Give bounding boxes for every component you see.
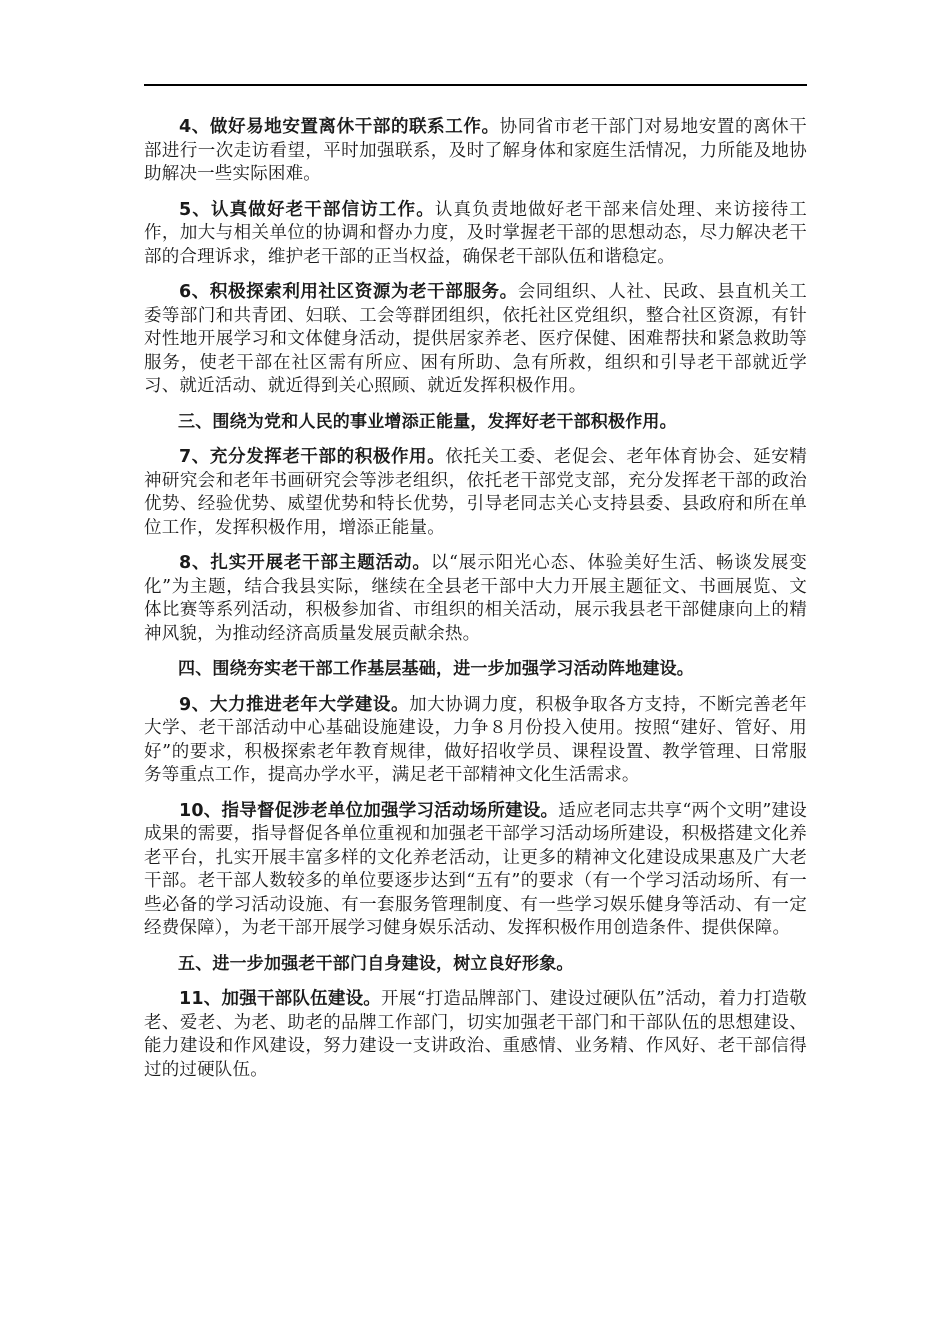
document-body <box>144 116 807 1094</box>
paragraph-lead: 4、做好易地安置离休干部的联系工作。 <box>179 117 500 137</box>
paragraph-text: 适应老同志共享“两个文明”建设成果的需要，指导督促各单位重视和加强老干部学习活动场所建设，积极搭建文化养老平台，扎实开展丰富多样的文化养老活动，让更多的精神文化建设成果惠及广大老干部。老干部人数较多的单位要逐步达到“五有”的要求（有一个学习活动场所、有一些必备的学习活动设施、有一套服务管理制度、有一些学习娱乐健身等活动、有一定经费保障），为老干部开展学习健身娱乐活动、发挥积极作用创造条件、提供保障。 <box>144 800 807 938</box>
paragraph-lead: 5、认真做好老干部信访工作。 <box>179 199 435 220</box>
paragraph-text: 加大协调力度，积极争取各方支持，不断完善老年大学、老干部活动中心基础设施建设，力争８月份投入使用。按照“建好、管好、用好”的要求，积极探索老年教育规律，做好招收学员、课程设置、教学管理、日常服务等重点工作，提高办学水平，满足老干部精神文化生活需求。 <box>144 694 807 785</box>
section-heading-3: 三、围绕为党和人民的事业增添正能量，发挥好老干部积极作用。 <box>178 411 677 432</box>
paragraph-lead: 10、指导督促涉老单位加强学习活动场所建设。 <box>179 800 559 821</box>
paragraph-text: 会同组织、人社、民政、县直机关工委等部门和共青团、妇联、工会等群团组织，依托社区党组织，整合社区资源，有针对性地开展学习和文体健身活动，提供居家养老、医疗保健、困难帮扶和紧急救助等服务，使老干部在社区需有所应、困有所助、急有所救，组织和引导老干部就近学习、就近活动、就近得到关心照顾、就近发挥积极作用。 <box>144 282 807 396</box>
paragraph-lead: 9、大力推进老年大学建设。 <box>179 694 410 715</box>
paragraph-item-5 <box>144 199 807 270</box>
paragraph-text: 依托关工委、老促会、老年体育协会、延安精神研究会和老年书画研究会等涉老组织，依托老干部党支部，充分发挥老干部的政治优势、经验优势、威望优势和特长优势，引导老同志关心支持县委、县政府和所在单位工作，发挥积极作用，增添正能量。 <box>144 447 807 538</box>
paragraph-item-4 <box>144 116 807 187</box>
paragraph-item-11 <box>144 988 807 1082</box>
paragraph-lead: 7、充分发挥老干部的积极作用。 <box>179 447 446 467</box>
paragraph-lead: 8、扎实开展老干部主题活动。 <box>179 553 431 573</box>
section-heading-4: 四、围绕夯实老干部工作基层基础，进一步加强学习活动阵地建设。 <box>178 659 694 679</box>
paragraph-lead: 6、积极探索利用社区资源为老干部服务。 <box>179 282 518 302</box>
paragraph-text: 以“展示阳光心态、体验美好生活、畅谈发展变化”为主题，结合我县实际，继续在全县老干部中大力开展主题征文、书画展览、文体比赛等系列活动，积极参加省、市组织的相关活动，展示我县老干部健康向上的精神风貌，为推动经济高质量发展贡献余热。 <box>144 553 807 644</box>
paragraph-text: 开展“打造品牌部门、建设过硬队伍”活动，着力打造敬老、爱老、为老、助老的品牌工作部门，切实加强老干部门和干部队伍的思想建设、能力建设和作风建设，努力建设一支讲政治、重感情、业务精、作风好、老干部信得过的过硬队伍。 <box>144 989 807 1080</box>
paragraph-item-9 <box>144 694 807 788</box>
paragraph-item-6 <box>144 281 807 399</box>
paragraph-item-8 <box>144 552 807 646</box>
section-heading-5: 五、进一步加强老干部门自身建设，树立良好形象。 <box>178 953 574 974</box>
paragraph-text: 认真负责地做好老干部来信处理、来访接待工作，加大与相关单位的协调和督办力度，及时掌握老干部的思想动态，尽力解决老干部的合理诉求，维护老干部的正当权益，确保老干部队伍和谐稳定。 <box>144 199 808 267</box>
paragraph-text: 协同省市老干部门对易地安置的离休干部进行一次走访看望，平时加强联系，及时了解身体和家庭生活情况，力所能及地协助解决一些实际困难。 <box>144 117 807 184</box>
paragraph-item-10 <box>144 800 807 941</box>
header-rule <box>144 84 807 86</box>
paragraph-lead: 11、加强干部队伍建设。 <box>179 989 382 1009</box>
paragraph-item-7 <box>144 446 807 540</box>
